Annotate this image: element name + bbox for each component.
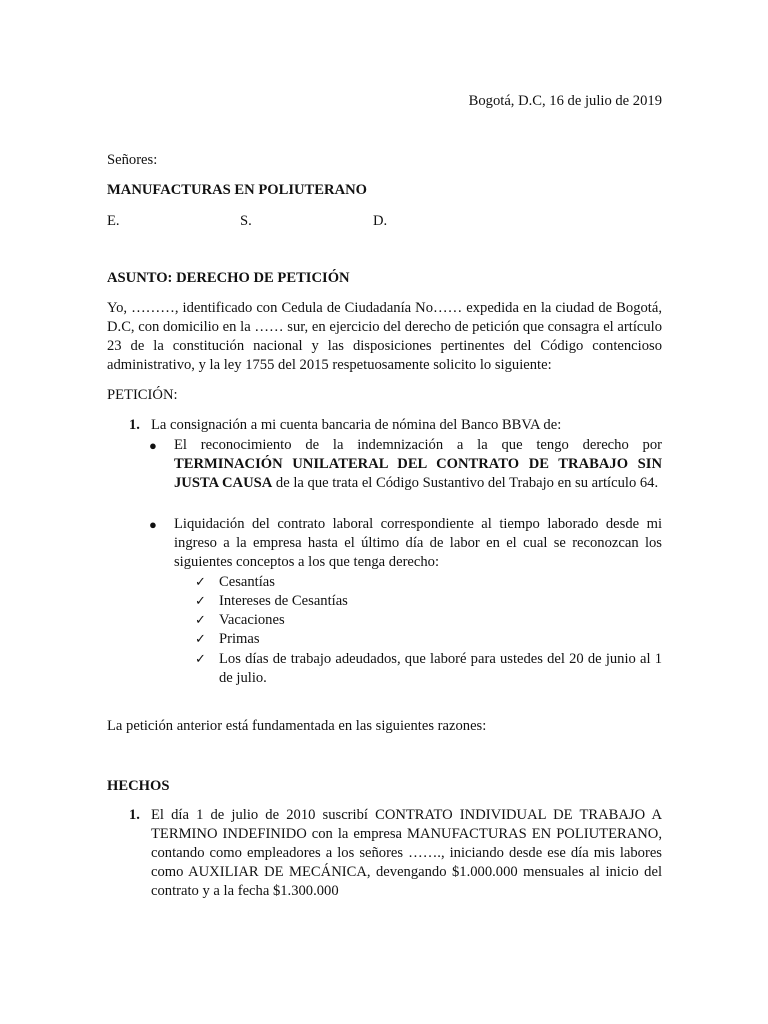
foundation-line: La petición anterior está fundamentada en las siguientes razones: [107,718,487,734]
bullet2-text: Liquidación del contrato laboral correspondiente al tiempo laborado desde mi ingreso a la empresa hasta el último día de labor en el cual se reconozcan los siguientes conceptos a los que tenga derecho: [174,516,662,570]
checkmark-icon: ✓ [195,632,206,647]
fact-text: El día 1 de julio de 2010 suscribí CONTRATO INDIVIDUAL DE TRABAJO A TERMINO INDEFINIDO con la empresa MANUFACTURAS EN POLIUTERANO, contando como empleadores a los señores ……., iniciando desde ese día mis labores como AUXILIAR DE MECÁNICA, devengando $1.000.000 mensuales al inicio del contrato y a la fecha $1.300.000 [151,807,662,899]
petition-label: PETICIÓN: [107,387,178,403]
esd-s: S. [240,213,252,229]
document-page: Bogotá, D.C, 16 de julio de 2019 Señores: MANUFACTURAS EN POLIUTERANO E. S. D. ASUNTO: DERECHO DE PETICIÓN Yo, ………, identificado con Cedula de Ciudadanía No…… expedida en la ciudad de Bogotá, D.C, con domicilio en la …… sur, en ejercicio del derecho de petición que consagra el artículo 23 de la constitución nacional y las disposiciones pertinentes del Código contencioso administrativo, y la ley 1755 del 2015 respetuosamente solicito lo siguiente: PETICIÓN: 1. La consignación a mi cuenta bancaria de nómina del Banco BBVA de: ● El reconocimiento de la indemnización a la que tengo derecho por TERMINACIÓN UNILATERAL DEL CONTRATO DE TRABAJO SIN JUSTA CAUSA de la que trata el Código Sustantivo del Trabajo en su artículo 64. ● Liquidación del contrato laboral correspondiente al tiempo laborado desde mi ingreso a la empresa hasta el último día de labor en el cual se reconozcan los siguientes conceptos a los que tenga derecho: ✓ Cesantías ✓ Intereses de Cesantías ✓ Vacaciones ✓ Primas ✓ Los días de trabajo adeudados, que laboré para ustedes del 20 de junio al 1 de julio. La petición anterior está fundamentada en las siguientes razones: HECHOS 1. El día 1 de julio de 2010 suscribí CONTRATO INDIVIDUAL DE TRABAJO A TERMINO INDEFINIDO con la empresa MANUFACTURAS EN POLIUTERANO, contando como empleadores a los señores ……., iniciando desde ese día mis labores como AUXILIAR DE MECÁNICA, devengando $1.000.000 mensuales al inicio del contrato y a la fecha $1.300.000 [107,93,662,899]
intro-paragraph: Yo, ………, identificado con Cedula de Ciudadanía No…… expedida en la ciudad de Bogotá, D.C, con domicilio en la …… sur, en ejercicio del derecho de petición que consagra el artículo 23 de la constitución nacional y las disposiciones pertinentes del Código contencioso administrativo, y la ley 1755 del 2015 respetuosamente solicito lo siguiente: [107,300,662,373]
esd-line [107,212,407,231]
petition-text: La consignación a mi cuenta bancaria de nómina del Banco BBVA de: [151,417,562,433]
checkmark-icon: ✓ [195,575,206,590]
checkmark-icon: ✓ [195,613,206,628]
checkmark-icon: ✓ [195,652,206,667]
esd-d: D. [373,213,388,229]
bullet1-bold: TERMINACIÓN UNILATERAL DEL CONTRATO DE TRABAJO SIN JUSTA CAUSA [174,456,662,491]
esd-e: E. [107,213,120,229]
greeting: Señores: [107,152,158,168]
date-line: Bogotá, D.C, 16 de julio de 2019 [468,93,662,109]
fact-number: 1. [129,807,140,823]
bullet1-post: de la que trata el Código Sustantivo del Trabajo en su artículo 64. [275,475,659,491]
checkmark-icon: ✓ [195,594,206,609]
bullet-dot-icon: ● [149,438,157,453]
bullet1-pre: El reconocimiento de la indemnización a la que tengo derecho por [174,437,662,453]
subject-heading: ASUNTO: DERECHO DE PETICIÓN [107,270,350,286]
petition-number: 1. [129,417,140,433]
bullet-dot-icon: ● [149,517,157,532]
recipient-company: MANUFACTURAS EN POLIUTERANO [107,182,367,198]
facts-heading: HECHOS [107,778,170,794]
